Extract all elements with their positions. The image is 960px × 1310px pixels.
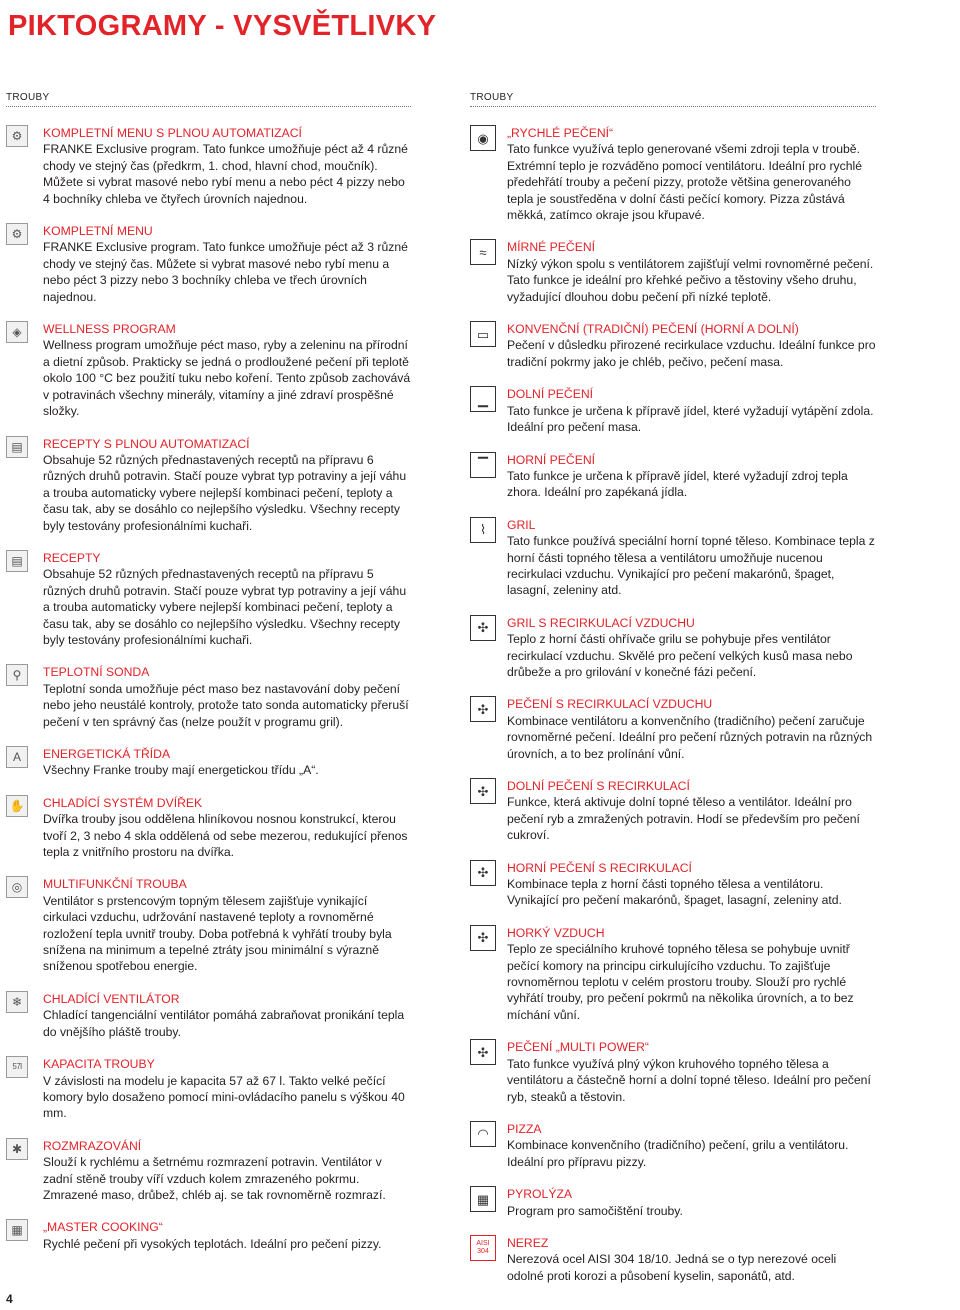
pictogram-entry bbox=[470, 778, 876, 844]
right-column-header: TROUBY bbox=[470, 92, 876, 107]
recipes-icon: ▤ bbox=[6, 550, 28, 572]
entry-description: Tato funkce používá speciální horní topné těleso. Kombinace tepla z horní části topného tělesa a ventilátoru umožňuje nucenou recirkulaci vzduchu. Vynikající pro pečení makarónů, špaget, lasagní, zeleniny atd. bbox=[507, 534, 875, 598]
entry-title: HORNÍ PEČENÍ S RECIRKULACÍ bbox=[507, 860, 692, 875]
entry-title: „MASTER COOKING“ bbox=[43, 1220, 163, 1235]
entry-description: Kombinace tepla z horní části topného tělesa a ventilátoru. Vynikající pro pečení makarónů, špaget, lasagní, zeleniny atd. bbox=[507, 877, 842, 908]
entry-description: Kombinace konvenčního (tradičního) pečení, grilu a ventilátoru. Ideální pro přípravu pizzy. bbox=[507, 1138, 849, 1169]
entry-description: Dvířka trouby jsou oddělena hliníkovou nosnou konstrukcí, kterou tvoří 2, 3 nebo 4 skla oddělená od sebe mezerou, redukující přenos tepla z vnitřního prostoru na dvířka. bbox=[43, 812, 408, 860]
entry-title: HORKÝ VZDUCH bbox=[507, 925, 605, 940]
entry-description: Tato funkce je určena k přípravě jídel, které vyžadují zdroj tepla zhora. Ideální pro zapékaná jídla. bbox=[507, 468, 848, 500]
entry-title: GRIL S RECIRKULACÍ VZDUCHU bbox=[507, 615, 695, 630]
pictogram-entry bbox=[470, 696, 876, 762]
entry-description: Nerezová ocel AISI 304 18/10. Jedná se o typ nerezové oceli odolné proti korozi a působení kyselin, saponátů, atd. bbox=[507, 1252, 837, 1283]
entry-description: Tato funkce využívá teplo generované všemi zdroji tepla v troubě. Extrémní teplo je rozváděno pomocí ventilátoru. Ideální pro rychlé předehřátí trouby a pečení pizzy, protože většina generovaného tepla je soustředěna v dolní části pečící komory. Pizza zůstává měkká, zatímco okraje jsou křupavé. bbox=[507, 142, 862, 223]
oven-capacity-icon: 57l bbox=[6, 1056, 28, 1078]
entry-title: PEČENÍ „MULTI POWER“ bbox=[507, 1040, 649, 1055]
defrost-icon: ✱ bbox=[6, 1138, 28, 1160]
pictogram-entry bbox=[6, 746, 411, 779]
pictogram-entry bbox=[6, 1056, 411, 1122]
entry-description: Tato funkce využívá plný výkon kruhového topného tělesa a ventilátoru a částečně horní a dolní topné těleso. Ideální pro pečení ryb, steaků a těstovin. bbox=[507, 1056, 871, 1104]
right-entries bbox=[470, 125, 876, 1284]
fan-grill-icon: ✣ bbox=[470, 615, 496, 641]
pictogram-entry bbox=[6, 1138, 411, 1204]
pictogram-entry bbox=[6, 125, 411, 207]
entry-description: FRANKE Exclusive program. Tato funkce umožňuje péct až 4 různé chody ve stejný čas (předkrm, 1. chod, hlavní chod, moučník). Můžete si vybrat masové nebo rybí menu a nebo péct 4 pizzy nebo 4 bochníky chleba ve čtyřech úrovních najednou. bbox=[43, 142, 408, 206]
gentle-bake-icon: ≈ bbox=[470, 239, 496, 265]
entry-description: V závislosti na modelu je kapacita 57 až 67 l. Takto velké pečící komory bylo dosaženo pomocí mini-ovládacího panelu s výškou 40 mm. bbox=[43, 1073, 405, 1121]
top-fan-icon: ✣ bbox=[470, 860, 496, 886]
entry-title: ENERGETICKÁ TŘÍDA bbox=[43, 747, 171, 761]
conventional-heat-icon: ▭ bbox=[470, 321, 496, 347]
pictogram-entry bbox=[6, 223, 411, 305]
bottom-heat-icon: ▁ bbox=[470, 386, 496, 412]
entry-title: KOMPLETNÍ MENU bbox=[43, 224, 153, 239]
grill-icon: ⌇ bbox=[470, 517, 496, 543]
pictogram-entry bbox=[6, 436, 411, 534]
page-title: PIKTOGRAMY - VYSVĚTLIVKY bbox=[8, 10, 437, 42]
entry-title: KONVENČNÍ (TRADIČNÍ) PEČENÍ (HORNÍ A DOLNÍ) bbox=[507, 322, 799, 337]
entry-description: Obsahuje 52 různých přednastavených receptů na přípravu 6 různých druhů potravin. Stačí pouze vybrat typ potraviny a její váhu a trouba automaticky vybere nejlepší kombinaci pečení, teploty a času tak, aby se dosáhlo co nejlepšího výsledku. Všechny recepty byly testovány profesionálními kuchaři. bbox=[43, 452, 407, 533]
pictogram-entry bbox=[470, 1121, 876, 1170]
right-column bbox=[470, 92, 876, 1300]
entry-description: Tato funkce je určena k přípravě jídel, které vyžadují vytápění zdola. Ideální pro pečení masa. bbox=[507, 403, 874, 435]
entry-description: Teplo z horní části ohřívače grilu se pohybuje přes ventilátor recirkulací vzduchu. Skvělé pro pečení velkých kusů masa nebo drůbeže a pro grilování v konečné fázi pečení. bbox=[507, 632, 853, 679]
entry-description: Obsahuje 52 různých přednastavených receptů na přípravu 5 různých druhů potravin. Stačí pouze vybrat typ potraviny a její váhu a trouba automaticky vybere nejlepší kombinaci pečení, teploty a času tak, aby se dosáhlo co nejlepšího výsledku. Všechny recepty byly testovány profesionálními kuchaři. bbox=[43, 567, 407, 647]
entry-title: MULTIFUNKČNÍ TROUBA bbox=[43, 877, 187, 892]
pictogram-entry bbox=[6, 550, 411, 648]
pyrolysis-icon: ▦ bbox=[470, 1186, 496, 1212]
cooling-fan-icon: ❄ bbox=[6, 991, 28, 1013]
entry-description: Teplo ze speciálního kruhové topného tělesa se pohybuje uvnitř pečící komory na principu cirkulujícího vzduchu. To zajišťuje rovnoměrnou teplotu v celém prostoru trouby. Slouží pro rychlé vyhřátí trouby, pro pečení pokrmů na několika úrovních, a to bez míchání vůní. bbox=[507, 942, 854, 1022]
entry-title: NEREZ bbox=[507, 1235, 549, 1250]
entry-title: TEPLOTNÍ SONDA bbox=[43, 665, 150, 680]
pictogram-entry bbox=[6, 664, 411, 730]
entry-title: DOLNÍ PEČENÍ bbox=[507, 387, 594, 402]
pizza-icon: ◠ bbox=[470, 1121, 496, 1147]
entry-title: MÍRNÉ PEČENÍ bbox=[507, 240, 596, 255]
pictogram-entry bbox=[470, 125, 876, 223]
pictogram-entry bbox=[470, 615, 876, 681]
entry-title: ROZMRAZOVÁNÍ bbox=[43, 1138, 142, 1153]
entry-title: PYROLÝZA bbox=[507, 1187, 573, 1202]
entry-description: Program pro samočištění trouby. bbox=[507, 1203, 683, 1218]
pictogram-entry bbox=[6, 321, 411, 419]
entry-title: GRIL bbox=[507, 517, 536, 532]
pictogram-entry bbox=[470, 321, 876, 370]
left-column bbox=[6, 92, 411, 1268]
entry-description: Nízký výkon spolu s ventilátorem zajišťují velmi rovnoměrné pečení. Tato funkce je ideální pro křehké pečivo a těstoviny všeho druhu, vyžadující dlouhou dobu pečení při nízké teplotě. bbox=[507, 256, 874, 304]
pictogram-entry bbox=[6, 991, 411, 1040]
entry-title: KAPACITA TROUBY bbox=[43, 1057, 155, 1072]
auto-recipes-icon: ▤ bbox=[6, 436, 28, 458]
entry-title: RECEPTY bbox=[43, 550, 101, 565]
entry-description: Slouží k rychlému a šetrnému rozmrazení potravin. Ventilátor v zadní stěně trouby víří vzduch kolem zmrazeného pokrmu. Zmrazené maso, drůbež, chléb aj. se tak rovnoměrně rozmrazí. bbox=[43, 1155, 386, 1202]
left-column-header: TROUBY bbox=[6, 92, 411, 107]
pictogram-entry bbox=[6, 795, 411, 861]
wellness-icon: ◈ bbox=[6, 321, 28, 343]
entry-title: HORNÍ PEČENÍ bbox=[507, 452, 596, 467]
stainless-steel-icon: AISI 304 bbox=[470, 1235, 496, 1261]
page-number: 4 bbox=[6, 1292, 13, 1306]
entry-title: DOLNÍ PEČENÍ S RECIRKULACÍ bbox=[507, 779, 690, 793]
entry-title: „RYCHLÉ PEČENÍ“ bbox=[507, 126, 614, 140]
entry-description: Rychlé pečení při vysokých teplotách. Ideální pro pečení pizzy. bbox=[43, 1236, 382, 1251]
entry-description: Pečení v důsledku přirozené recirkulace vzduchu. Ideální funkce pro tradiční pokrmy jako je chléb, pečivo, pečení masa. bbox=[507, 338, 876, 369]
entry-description: Teplotní sonda umožňuje péct maso bez nastavování doby pečení nebo jeho neustálé kontroly, protože tato sonda automaticky přeruší pečení v ten správný čas (nelze použít v programu gril). bbox=[43, 681, 409, 729]
pictogram-entry bbox=[470, 517, 876, 599]
bottom-fan-icon: ✣ bbox=[470, 778, 496, 804]
temperature-probe-icon: ⚲ bbox=[6, 664, 28, 686]
pictogram-entry bbox=[470, 452, 876, 501]
entry-title: CHLADÍCÍ VENTILÁTOR bbox=[43, 991, 180, 1006]
entry-description: Kombinace ventilátoru a konvenčního (tradičního) pečení zaručuje rovnoměrné pečení. Ideální pro pečení různých potravin na různých úrovních, a to bez prolínání vůní. bbox=[507, 713, 873, 761]
entry-description: Chladící tangenciální ventilátor pomáhá zabraňovat pronikání tepla do vnějšího pláště trouby. bbox=[43, 1008, 405, 1039]
entry-description: FRANKE Exclusive program. Tato funkce umožňuje péct až 3 různé chody ve stejný čas. Můžete si vybrat masové nebo rybí menu a nebo péct 3 pizzy nebo 3 bochníky chleba ve třech úrovních najednou. bbox=[43, 240, 408, 304]
complete-menu-icon: ⚙ bbox=[6, 223, 28, 245]
hot-air-icon: ✣ bbox=[470, 925, 496, 951]
cool-door-icon: ✋ bbox=[6, 795, 28, 817]
entry-description: Ventilátor s prstencovým topným tělesem zajišťuje vynikající cirkulaci vzduchu, udržování nastavené teploty a rovnoměrné rozložení tepla uvnitř trouby. Doba potřebná k vyhřátí trouby byla snížena na minimum a tepelné ztráty jsou minimální s výrazně sníženou spotřebou energie. bbox=[43, 893, 392, 974]
entry-title: RECEPTY S PLNOU AUTOMATIZACÍ bbox=[43, 436, 250, 451]
fan-assisted-icon: ✣ bbox=[470, 696, 496, 722]
pictogram-entry bbox=[470, 239, 876, 305]
entry-title: KOMPLETNÍ MENU S PLNOU AUTOMATIZACÍ bbox=[43, 126, 302, 140]
entry-description: Wellness program umožňuje péct maso, ryby a zeleninu na přírodní a dietní způsob. Prakticky se jedná o prodloužené pečení při teplotě okolo 100 °C bez použití tuku nebo koření. Tento způsob zachovává v potravinách všechny minerály, vitamíny a jiné zdraví prospěšné složky. bbox=[43, 338, 411, 419]
pictogram-entry bbox=[6, 876, 411, 974]
pictogram-entry bbox=[470, 860, 876, 909]
pictogram-entry bbox=[470, 925, 876, 1023]
entry-title: PIZZA bbox=[507, 1121, 542, 1136]
pictogram-entry bbox=[470, 1186, 876, 1219]
pictogram-entry bbox=[6, 1219, 411, 1252]
pictogram-entry bbox=[470, 1235, 876, 1284]
fast-bake-icon: ◉ bbox=[470, 125, 496, 151]
left-entries bbox=[6, 125, 411, 1252]
entry-description: Všechny Franke trouby mají energetickou třídu „A“. bbox=[43, 763, 319, 778]
entry-title: PEČENÍ S RECIRKULACÍ VZDUCHU bbox=[507, 697, 713, 712]
entry-title: WELLNESS PROGRAM bbox=[43, 322, 176, 337]
multifunction-oven-icon: ◎ bbox=[6, 876, 28, 898]
entry-description: Funkce, která aktivuje dolní topné těleso a ventilátor. Ideální pro pečení ryb a zmražených potravin. Hodí se především pro pečení cukroví. bbox=[507, 795, 860, 843]
pictogram-entry bbox=[470, 1039, 876, 1105]
top-heat-icon: ▔ bbox=[470, 452, 496, 478]
multi-power-icon: ✣ bbox=[470, 1039, 496, 1065]
pictogram-entry bbox=[470, 386, 876, 435]
master-cooking-icon: ▦ bbox=[6, 1219, 28, 1241]
entry-title: CHLADÍCÍ SYSTÉM DVÍŘEK bbox=[43, 795, 203, 810]
energy-class-icon: A bbox=[6, 746, 28, 768]
auto-menu-plus-icon: ⚙ bbox=[6, 125, 28, 147]
